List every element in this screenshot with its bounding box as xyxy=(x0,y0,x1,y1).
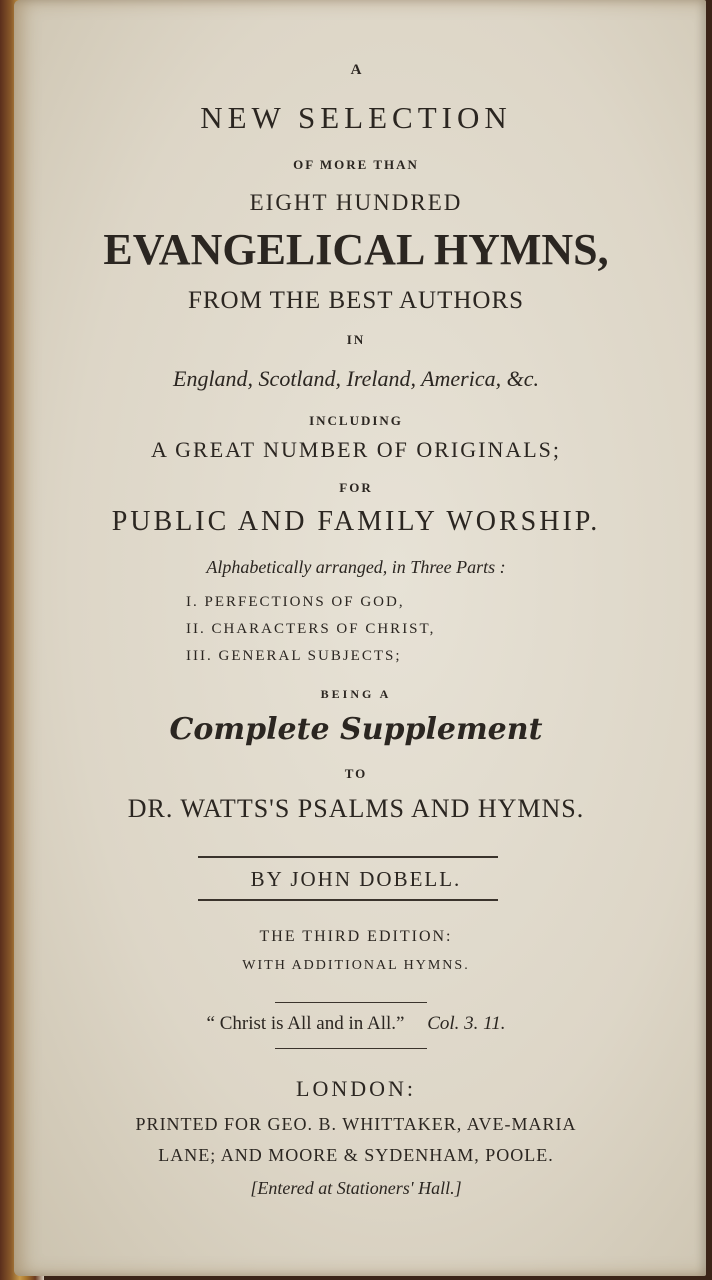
line-watts: DR. WATTS'S PSALMS AND HYMNS. xyxy=(127,794,585,823)
line-in: IN xyxy=(346,332,366,347)
line-new-selection: NEW SELECTION xyxy=(200,100,512,135)
line-originals: A GREAT NUMBER OF ORIGINALS; xyxy=(150,437,562,462)
main-title: EVANGELICAL HYMNS, xyxy=(103,225,609,274)
line-worship: PUBLIC AND FAMILY WORSHIP. xyxy=(111,506,601,537)
line-author: BY JOHN DOBELL. xyxy=(250,867,462,891)
divider-top xyxy=(198,856,498,858)
line-being-a: BEING A xyxy=(320,687,392,701)
line-from-best-authors: FROM THE BEST AUTHORS xyxy=(187,287,525,314)
line-entered: [Entered at Stationers' Hall.] xyxy=(250,1178,462,1198)
quote-text: “ Christ is All and in All.” xyxy=(206,1013,405,1034)
part-item: III. GENERAL SUBJECTS; xyxy=(186,648,402,664)
line-places: England, Scotland, Ireland, America, &c. xyxy=(173,366,539,391)
divider-bottom xyxy=(198,899,498,901)
divider-quote-bottom xyxy=(275,1048,427,1049)
line-city: LONDON: xyxy=(296,1076,416,1101)
line-of-more-than: OF MORE THAN xyxy=(293,157,419,172)
line-additional-hymns: WITH ADDITIONAL HYMNS. xyxy=(242,958,470,973)
divider-quote-top xyxy=(275,1002,427,1003)
quote-reference: Col. 3. 11. xyxy=(427,1013,506,1034)
line-complete-supplement: Complete Supplement xyxy=(169,712,543,747)
line-eight-hundred: EIGHT HUNDRED xyxy=(249,190,463,215)
line-arranged: Alphabetically arranged, in Three Parts : xyxy=(206,557,506,577)
part-item: I. PERFECTIONS OF GOD, xyxy=(186,594,405,610)
line-to: TO xyxy=(344,766,368,781)
line-edition: THE THIRD EDITION: xyxy=(259,928,453,945)
part-item: II. CHARACTERS OF CHRIST, xyxy=(186,621,436,637)
quote-line xyxy=(0,1013,712,1035)
line-for: FOR xyxy=(339,480,373,495)
line-a: A xyxy=(350,62,362,78)
line-printer-2: LANE; AND MOORE & SYDENHAM, POOLE. xyxy=(158,1145,554,1165)
line-printer-1: PRINTED FOR GEO. B. WHITTAKER, AVE-MARIA xyxy=(135,1114,577,1134)
line-including: INCLUDING xyxy=(309,413,403,428)
